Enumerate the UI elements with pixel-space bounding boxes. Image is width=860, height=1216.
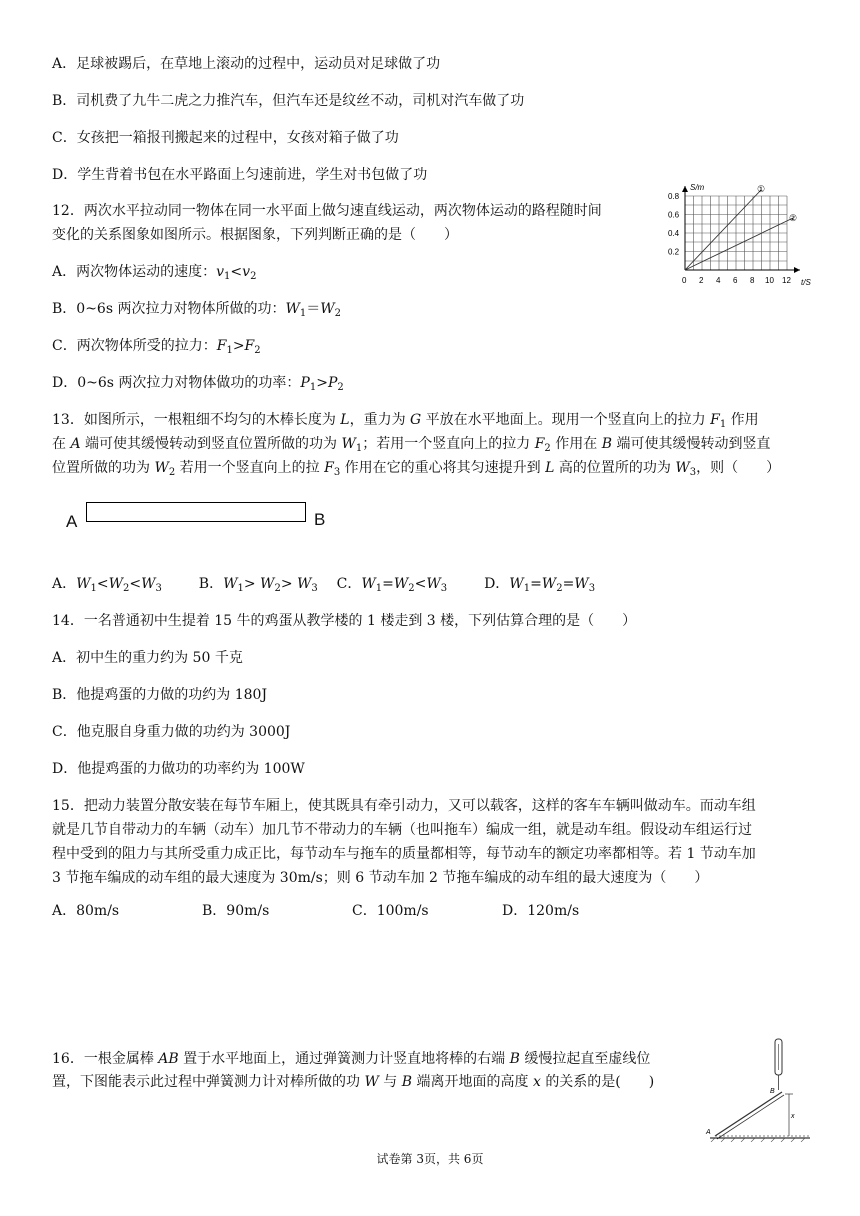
q13-stem-line3: 位置所做的功为 $W_2$ 若用一个竖直向上的拉 $F_3$ 作用在它的重心将其匀速提升到 L 高的位置所的功为 $W_3$，则（ ） [52,460,781,478]
x-tick: 2 [699,276,704,285]
x-tick: 10 [765,276,774,285]
q12-stem-line1: 12．两次水平拉动同一物体在同一水平面上做匀速直线运动，两次物体运动的路程随时间 [52,203,602,219]
y-axis-label: S/m [690,183,705,192]
q12-option-a: A．两次物体运动的速度：$v_1<v_2$ [52,264,257,282]
q13-options: A．$W_1<W_2<W_3$ B．$W_1> W_2> W_3$ C．$W_1=W_2<W_3$ D．$W_1=W_2=W_3$ [52,576,596,594]
q11-option-b: B．司机费了九牛二虎之力推汽车，但汽车还是纹丝不动，司机对汽车做了功 [52,93,525,109]
fig-label-b: B [770,1088,775,1095]
q11-option-c: C．女孩把一箱报刊搬起来的过程中，女孩对箱子做了功 [52,130,399,146]
q16-stem-line2: 置，下图能表示此过程中弹簧测力计对棒所做的功 W 与 B 端离开地面的高度 x 的关系的是( ) [52,1074,655,1090]
page-footer: 试卷第 3页，共 6页 [376,1152,484,1166]
x-tick: 12 [782,276,791,285]
q15-option-b: B．90m/s [202,903,270,919]
fig-label-a: A [706,1129,711,1136]
q15-option-c: C．100m/s [352,903,429,919]
rod-label-a: A [66,512,78,531]
x-tick: 0 [682,276,687,285]
line2-label: ② [789,213,798,223]
y-tick: 0.4 [668,229,680,238]
line1-label: ① [757,184,766,194]
q15-stem-line3: 程中受到的阻力与其所受重力成正比，每节动车与拖车的质量都相等，每节动车的额定功率都相等。若 1 节动车加 [52,846,756,862]
y-tick: 0.2 [668,247,680,257]
q15-stem-line4: 3 节拖车编成的动车组的最大速度为 30m/s；则 6 节动车加 2 节拖车编成的动车组的最大速度为（ ） [52,870,709,886]
q11-option-a: A．足球被踢后，在草地上滚动的过程中，运动员对足球做了功 [52,56,441,72]
rod [86,502,306,522]
q15-option-d: D．120m/s [502,903,580,919]
y-tick: 0.6 [668,210,680,220]
x-axis-label: t/S [801,278,811,287]
q16-stem-line1: 16．一根金属棒 AB 置于水平地面上，通过弹簧测力计竖直地将棒的右端 B 缓慢拉起直至虚线位 [52,1051,651,1067]
q14-option-c: C．他克服自身重力做的功约为 3000J [52,724,291,740]
q14-option-a: A．初中生的重力约为 50 千克 [52,650,243,666]
rod-label-b: B [314,510,326,529]
q15-option-a: A．80m/s [52,903,120,919]
graph-grid [685,196,787,270]
q13-stem-line2: 在 A 端可使其缓慢转动到竖直位置所做的功为 $W_1$；若用一个竖直向上的拉力 $F_2$ 作用在 B 端可使其缓慢转动到竖直 [52,436,771,454]
x-tick: 6 [733,276,738,285]
q12-option-b: B．0~6s 两次拉力对物体所做的功：$W_1=W_2$ [52,301,341,319]
q12-stem-line2: 变化的关系图象如图所示。根据图象，下列判断正确的是（ ） [52,227,458,243]
q16-rod-figure [705,1038,815,1142]
q14-stem: 14．一名普通初中生提着 15 牛的鸡蛋从教学楼的 1 楼走到 3 楼，下列估算合理的是（ ） [52,613,637,629]
line-2 [685,218,793,270]
metal-rod [715,1092,782,1136]
q11-option-d: D．学生背着书包在水平路面上匀速前进，学生对书包做了功 [52,167,428,183]
q15-stem-line1: 15．把动力装置分散安装在每节车厢上，使其既具有牵引动力，又可以载客，这样的客车车辆叫做动车。而动车组 [52,798,756,814]
x-tick: 8 [750,276,755,285]
q15-stem-line2: 就是几节自带动力的车辆（动车）加几节不带动力的车辆（也叫拖车）编成一组，就是动车组。假设动车组运行过 [52,822,752,838]
q12-option-d: D．0~6s 两次拉力对物体做功的功率：$P_1>P_2$ [52,375,344,393]
q14-option-b: B．他提鸡蛋的力做的功约为 180J [52,687,268,703]
line-1 [685,190,761,270]
y-tick: 0.8 [668,192,680,201]
q14-option-d: D．他提鸡蛋的力做功的功率约为 100W [52,761,305,777]
q12-option-c: C．两次物体所受的拉力：$F_1>F_2$ [52,338,261,356]
x-tick: 4 [716,276,721,285]
q12-st-graph [660,180,820,292]
fig-label-x: x [791,1113,795,1120]
q13-stem-line1: 13．如图所示，一根粗细不均匀的木棒长度为 L，重力为 G 平放在水平地面上。现用一个竖直向上的拉力 $F_1$ 作用 [52,412,759,430]
